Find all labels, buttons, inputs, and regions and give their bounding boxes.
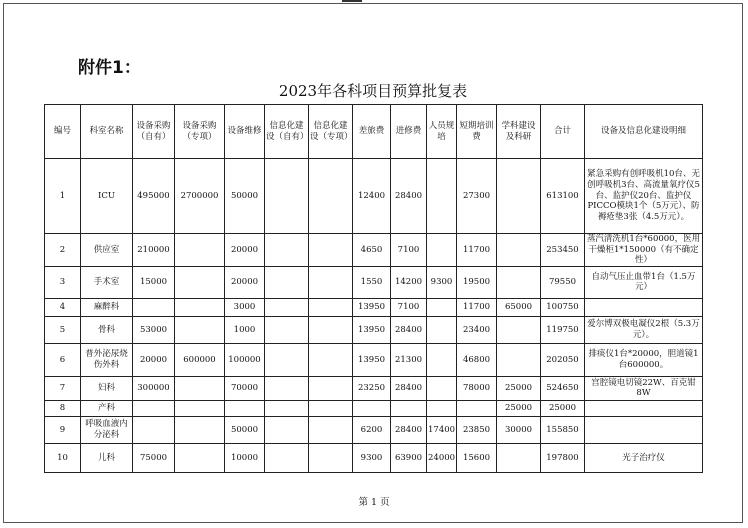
cell-no: 4 [45,298,81,316]
cell-study: 28400 [391,416,427,443]
cell-talent [427,343,457,376]
cell-travel: 9300 [353,443,391,472]
cell-study: 63900 [391,443,427,472]
cell-discipline: 65000 [497,298,541,316]
cell-detail: 排痰仪1台*20000，胆道镜1台600000。 [585,343,703,376]
cell-maint: 20000 [225,266,265,298]
cell-discipline [497,234,541,267]
cell-total: 155850 [541,416,585,443]
cell-maint: 3000 [225,298,265,316]
table-row [45,443,703,472]
cell-training: 23400 [457,316,497,343]
cell-study [391,400,427,416]
col-header-no: 编号 [45,105,81,159]
cell-talent [427,234,457,267]
cell-study: 21300 [391,343,427,376]
cell-travel: 4650 [353,234,391,267]
col-header-discipline: 学科建设及科研 [497,105,541,159]
cell-total: 25000 [541,400,585,416]
table-row [45,266,703,298]
cell-dept: 骨科 [81,316,133,343]
cell-equip-own: 15000 [133,266,175,298]
cell-no: 10 [45,443,81,472]
scan-mark [342,0,362,2]
col-header-it-special: 信息化建设（专项） [309,105,353,159]
cell-it-special [309,298,353,316]
cell-detail: 蒸汽清洗机1台*60000，医用干燥柜1*150000（有不确定性） [585,234,703,267]
cell-no: 5 [45,316,81,343]
cell-equip-special [175,316,225,343]
cell-talent: 17400 [427,416,457,443]
col-header-it-own: 信息化建设（自有） [265,105,309,159]
cell-training: 11700 [457,234,497,267]
cell-it-special [309,316,353,343]
cell-dept: 供应室 [81,234,133,267]
table-row [45,416,703,443]
cell-it-special [309,376,353,400]
cell-it-own [265,443,309,472]
cell-discipline [497,266,541,298]
col-header-dept: 科室名称 [81,105,133,159]
cell-talent [427,400,457,416]
cell-equip-own: 495000 [133,159,175,234]
cell-dept: 儿科 [81,443,133,472]
cell-detail [585,298,703,316]
budget-table [44,104,703,473]
cell-no: 3 [45,266,81,298]
cell-maint: 50000 [225,416,265,443]
cell-travel: 1550 [353,266,391,298]
col-header-equip-special: 设备采购（专项） [175,105,225,159]
cell-it-own [265,298,309,316]
cell-discipline: 25000 [497,376,541,400]
cell-training: 15600 [457,443,497,472]
cell-maint [225,400,265,416]
cell-dept: 妇科 [81,376,133,400]
cell-talent [427,159,457,234]
table-row [45,159,703,234]
col-header-maintenance: 设备维修 [225,105,265,159]
cell-dept: 产科 [81,400,133,416]
header-row [45,105,703,159]
cell-it-special [309,443,353,472]
cell-study: 28400 [391,376,427,400]
cell-equip-own: 75000 [133,443,175,472]
col-header-training: 短期培训费 [457,105,497,159]
cell-maint: 70000 [225,376,265,400]
cell-talent [427,316,457,343]
cell-discipline [497,159,541,234]
cell-dept: 呼吸血液内分泌科 [81,416,133,443]
cell-dept: ICU [81,159,133,234]
cell-equip-own: 300000 [133,376,175,400]
col-header-equip-own: 设备采购（自有） [133,105,175,159]
cell-dept: 手术室 [81,266,133,298]
cell-detail: 紧急采购有创呼吸机10台、无创呼吸机3台、高流量氧疗仪5台、监护仪20台、监护仪PICCO模块1个（5万元）、防褥疮垫3张（4.5万元）。 [585,159,703,234]
cell-training: 11700 [457,298,497,316]
page-number: 第 1 页 [358,497,390,508]
cell-study: 28400 [391,159,427,234]
cell-equip-special [175,416,225,443]
cell-no: 2 [45,234,81,267]
cell-detail: 自动气压止血带1台（1.5万元） [585,266,703,298]
cell-maint: 1000 [225,316,265,343]
cell-travel [353,400,391,416]
cell-study: 7100 [391,234,427,267]
cell-it-special [309,343,353,376]
table-row [45,376,703,400]
cell-detail: 宫腔镜电切镜22W、百克钳8W [585,376,703,400]
cell-equip-special [175,266,225,298]
cell-it-own [265,343,309,376]
cell-training: 46800 [457,343,497,376]
cell-it-own [265,400,309,416]
cell-discipline: 25000 [497,400,541,416]
cell-it-own [265,234,309,267]
cell-talent: 9300 [427,266,457,298]
col-header-study: 进修费 [391,105,427,159]
cell-it-own [265,266,309,298]
cell-total: 613100 [541,159,585,234]
cell-training [457,400,497,416]
cell-equip-own [133,400,175,416]
cell-equip-special [175,443,225,472]
cell-training: 23850 [457,416,497,443]
cell-it-own [265,316,309,343]
cell-training: 78000 [457,376,497,400]
cell-equip-special [175,376,225,400]
col-header-talent: 人员规培 [427,105,457,159]
cell-discipline [497,443,541,472]
cell-talent: 24000 [427,443,457,472]
cell-dept: 普外泌尿烧伤外科 [81,343,133,376]
cell-it-special [309,400,353,416]
cell-travel: 13950 [353,316,391,343]
cell-no: 9 [45,416,81,443]
cell-total: 197800 [541,443,585,472]
cell-travel: 23250 [353,376,391,400]
cell-travel: 13950 [353,298,391,316]
cell-discipline [497,316,541,343]
cell-detail [585,416,703,443]
table-row [45,234,703,267]
cell-maint: 50000 [225,159,265,234]
cell-it-special [309,266,353,298]
cell-total: 524650 [541,376,585,400]
cell-total: 100750 [541,298,585,316]
cell-maint: 20000 [225,234,265,267]
cell-it-special [309,416,353,443]
cell-total: 79550 [541,266,585,298]
table-row [45,400,703,416]
cell-talent [427,376,457,400]
cell-no: 7 [45,376,81,400]
cell-no: 8 [45,400,81,416]
cell-travel: 6200 [353,416,391,443]
cell-study: 28400 [391,316,427,343]
table-row [45,316,703,343]
cell-equip-special: 600000 [175,343,225,376]
cell-travel: 12400 [353,159,391,234]
cell-maint: 10000 [225,443,265,472]
cell-equip-own [133,298,175,316]
table-title: 2023年各科项目预算批复表 [278,82,468,100]
cell-equip-special [175,234,225,267]
cell-it-special [309,234,353,267]
cell-dept: 麻醉科 [81,298,133,316]
cell-talent [427,298,457,316]
cell-it-own [265,376,309,400]
cell-study: 7100 [391,298,427,316]
cell-no: 1 [45,159,81,234]
col-header-travel: 差旅费 [353,105,391,159]
cell-total: 119750 [541,316,585,343]
cell-it-own [265,159,309,234]
cell-training: 19500 [457,266,497,298]
cell-equip-special [175,298,225,316]
cell-no: 6 [45,343,81,376]
cell-study: 14200 [391,266,427,298]
attachment-heading: 附件1： [78,58,141,78]
table-row [45,343,703,376]
cell-total: 202050 [541,343,585,376]
cell-equip-special: 2700000 [175,159,225,234]
cell-equip-special [175,400,225,416]
cell-detail: 爱尔博双极电凝仪2根（5.3万元）。 [585,316,703,343]
cell-equip-own: 210000 [133,234,175,267]
cell-equip-own [133,416,175,443]
col-header-detail: 设备及信息化建设明细 [585,105,703,159]
cell-detail: 光子治疗仪 [585,443,703,472]
cell-total: 253450 [541,234,585,267]
cell-training: 27300 [457,159,497,234]
cell-equip-own: 53000 [133,316,175,343]
cell-discipline: 30000 [497,416,541,443]
col-header-total: 合计 [541,105,585,159]
cell-it-own [265,416,309,443]
cell-discipline [497,343,541,376]
cell-detail [585,400,703,416]
cell-maint: 100000 [225,343,265,376]
cell-it-special [309,159,353,234]
table-row [45,298,703,316]
cell-equip-own: 20000 [133,343,175,376]
cell-travel: 13950 [353,343,391,376]
